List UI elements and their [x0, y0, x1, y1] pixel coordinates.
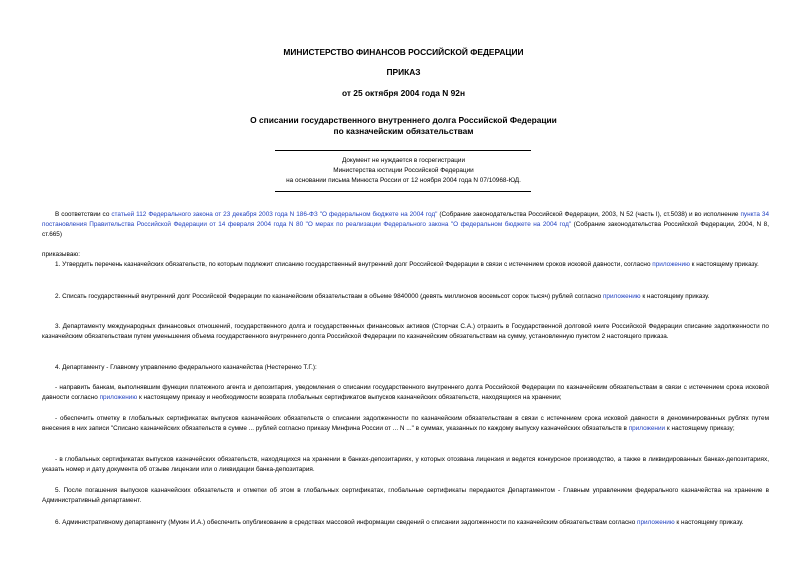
bullet-1-tail: к настоящему приказу и необходимости возврата глобальных сертификатов выпусков казначейских обязательств, находящихся на хранении; — [137, 393, 562, 401]
bullet-1 — [42, 383, 769, 403]
paragraph-1 — [42, 260, 769, 270]
bullet-2-text: - обеспечить отметку в глобальных сертификатах выпусков казначейских обязательств о списании задолженности по казначейским обязательствам в связи с истечением срока исковой давности в деноминированных рублях путем внесения в них записи "Списано казначейских обязательств в сумме ... рублей согласно приказу Минфина России от ... N ..." в суммах, указанных по каждому выпуску казначейских обязательств в — [42, 415, 769, 432]
paragraph-2-tail: к настоящему приказу. — [640, 293, 710, 300]
doc-type-heading: ПРИКАЗ — [386, 67, 421, 77]
appendix-link-2[interactable]: приложению — [602, 293, 641, 300]
appendix-link-3[interactable]: приложению — [99, 393, 138, 401]
law-112-link[interactable]: статьей 112 Федерального закона от 23 декабря 2003 года N 186-ФЗ "О федеральном бюджете на 2004 год" — [111, 211, 438, 218]
date-number-heading: от 25 октября 2004 года N 92н — [341, 88, 466, 98]
preamble-text-2: (Собрание законодательства Российской Федерации, 2003, N 52 (часть I), ст.5038) и во исполнение — [437, 211, 741, 218]
paragraph-3-text: 3. Департаменту международных финансовых отношений, государственного долга и государственных финансовых активов (Сторчак С.А.) отразить в Государственной долговой книге Российской Федерации списание задолженности по казначейским обязательствам путем уменьшения объема государственного внутреннего долга Российской Федерации по казначейским обязательствам на сумму, установленную пунктом 2 настоящего приказа. — [42, 323, 769, 340]
paragraph-6 — [42, 518, 769, 528]
bottom-divider — [275, 191, 531, 192]
appendix-link-4[interactable]: приложении — [628, 424, 666, 432]
title-line-2: по казначейским обязательствам — [333, 126, 474, 136]
paragraph-6-text: 6. Административному департаменту (Мукин И.А.) обеспечить опубликование в средствах массовой информации сведений о списании задолженности по казначейским обязательствам согласно — [55, 519, 638, 526]
order-word: приказываю: — [42, 251, 80, 258]
ministry-heading: МИНИСТЕРСТВО ФИНАНСОВ РОССИЙСКОЙ ФЕДЕРАЦИИ — [283, 47, 524, 57]
paragraph-1-tail: к настоящему приказу. — [689, 261, 759, 268]
registration-note — [200, 156, 607, 186]
paragraph-4 — [42, 363, 769, 373]
preamble-text-1: В соответствии со — [55, 211, 112, 218]
bullet-3 — [42, 455, 769, 475]
registration-note-line-3: на основании письма Минюста России от 12 ноября 2004 года N 07/10968-ЮД. — [286, 177, 521, 184]
title-line-1: О списании государственного внутреннего долга Российской Федерации — [250, 115, 557, 125]
appendix-link-5[interactable]: приложению — [637, 519, 675, 526]
paragraph-4-text: 4. Департаменту - Главному управлению федерального казначейства (Нестеренко Т.Г.): — [55, 364, 317, 371]
paragraph-5-text: 5. После погашения выпусков казначейских обязательств и отметки об этом в глобальных сертификатах, глобальные сертификаты передаются Департаментом - Главным управлением федерального казначейства на хранение в Административный департамент. — [42, 487, 769, 504]
paragraph-3 — [42, 322, 769, 342]
bullet-2-tail: к настоящему приказу; — [665, 424, 735, 432]
registration-note-line-1: Документ не нуждается в госрегистрации — [341, 157, 466, 164]
registration-note-line-2: Министерства юстиции Российской Федерации — [333, 167, 474, 174]
paragraph-2 — [42, 292, 769, 302]
preamble-text-3: (Собрание законодательства Российской Федерации, 2004, N 8, ст.665) — [42, 220, 769, 238]
appendix-link-1[interactable]: приложению — [652, 261, 690, 268]
decree-80-link[interactable]: пункта 34 постановления Правительства Российской Федерации от 14 февраля 2004 года N 80 "О мерах по реализации Федерального закона "О федеральном бюджете на 2004 год" — [42, 211, 769, 228]
paragraph-5 — [42, 486, 769, 506]
paragraph-1-text: 1. Утвердить перечень казначейских обязательств, по которым подлежит списанию государственный внутренний долг Российской Федерации в связи с истечением сроков исковой давности, согласно — [55, 261, 653, 268]
bullet-1-text: - направить банкам, выполнявшим функции платежного агента и депозитария, уведомления о списании государственного внутреннего долга Российской Федерации по казначейским обязательствам в связи с истечением срока исковой давности согласно — [42, 384, 769, 401]
bullet-3-text: - в глобальных сертификатах выпусков казначейских обязательств, находящихся на хранении в банках-депозитариях, у которых отозвана лицензия и ведется конкурсное производство, а также в ликвидированных банках-депозитариях, указать номер и дату документа об отзыве лицензии или о ликвидации банка-депозитария. — [42, 456, 769, 473]
paragraph-6-tail: к настоящему приказу. — [674, 519, 744, 526]
document-title — [150, 115, 657, 137]
bullet-2 — [42, 414, 769, 434]
paragraph-2-text: 2. Списать государственный внутренний долг Российской Федерации по казначейским обязательствам в объеме 9840000 (девять миллионов восемьсот сорок тысяч) рублей согласно — [55, 293, 603, 300]
preamble-paragraph — [42, 210, 769, 239]
top-divider — [275, 150, 531, 151]
